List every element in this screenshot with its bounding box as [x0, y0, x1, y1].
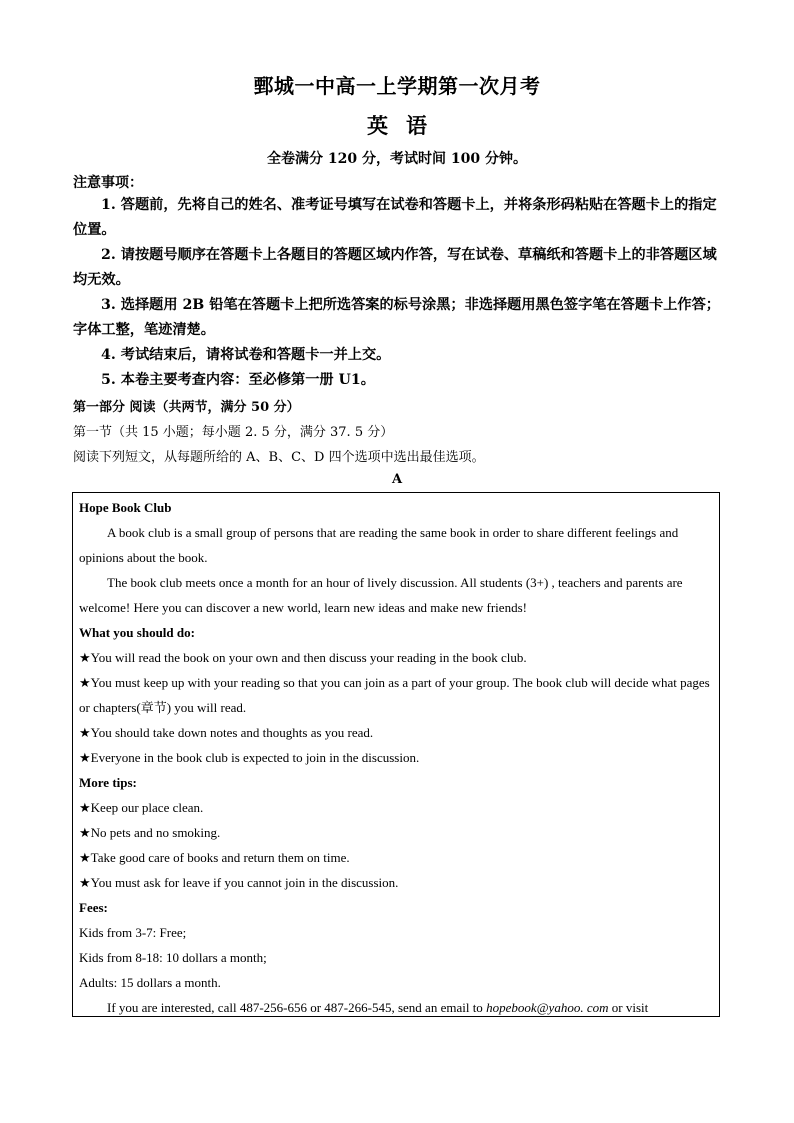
note-item: 5. 本卷主要考查内容：至必修第一册 U1。	[101, 372, 375, 388]
list-item: ★Everyone in the book club is expected to join in the discussion.	[79, 750, 420, 765]
list-item: ★You should take down notes and thoughts as you read.	[79, 725, 374, 740]
passage-title: Hope Book Club	[79, 500, 172, 515]
section-heading: 第一节（共 15 小题；每小题 2. 5 分，满分 37. 5 分）	[73, 425, 394, 440]
fees-heading: Fees:	[79, 900, 108, 915]
notes-heading: 注意事项：	[73, 175, 143, 191]
passage-paragraph: The book club meets once a month for an hour of lively discussion. All students (3+) , teachers and parents are welcome! Here you can discover a new world, learn new ideas and make new friends!	[79, 575, 683, 615]
notes-list	[73, 193, 721, 393]
passage-letter: A	[391, 472, 403, 487]
fee-item: Kids from 8-18: 10 dollars a month;	[79, 950, 267, 965]
note-item: 2. 请按题号顺序在答题卡上各题目的答题区域内作答，写在试卷、草稿纸和答题卡上的非答题区域均无效。	[73, 247, 717, 288]
passage-box	[72, 492, 720, 1017]
contact-email: hopebook@yahoo. com	[486, 1000, 609, 1015]
contact-text: If you are interested, call 487-256-656 or 487-266-545, send an email to	[107, 1000, 487, 1015]
exam-meta: 全卷满分 120 分，考试时间 100 分钟。	[267, 151, 527, 167]
note-item: 3. 选择题用 2B 铅笔在答题卡上把所选答案的标号涂黑；非选择题用黑色签字笔在答题卡上作答；字体工整，笔迹清楚。	[73, 297, 720, 338]
fee-item: Kids from 3-7: Free;	[79, 925, 187, 940]
list-item: ★You must keep up with your reading so that you can join as a part of your group. The book club will decide what pages or chapters(章节) you will read.	[79, 675, 710, 715]
list-item: ★You must ask for leave if you cannot join in the discussion.	[79, 875, 399, 890]
list-item: ★You will read the book on your own and then discuss your reading in the book club.	[79, 650, 527, 665]
section-instruction: 阅读下列短文，从每题所给的 A、B、C、D 四个选项中选出最佳选项。	[73, 450, 485, 465]
note-item: 1. 答题前，先将自己的姓名、准考证号填写在试卷和答题卡上，并将条形码粘贴在答题卡上的指定位置。	[73, 197, 717, 238]
contact-text-end: or visit	[608, 1000, 649, 1015]
part-heading: 第一部分 阅读（共两节，满分 50 分）	[73, 400, 300, 415]
note-item: 4. 考试结束后，请将试卷和答题卡一并上交。	[101, 347, 391, 363]
contact-paragraph	[79, 995, 713, 1017]
should-heading: What you should do:	[79, 625, 195, 640]
passage-paragraph: A book club is a small group of persons that are reading the same book in order to share different feelings and opinions about the book.	[79, 525, 679, 565]
exam-title: 鄄城一中高一上学期第一次月考	[253, 74, 541, 98]
list-item: ★No pets and no smoking.	[79, 825, 221, 840]
subject-title: 英语	[367, 113, 445, 138]
list-item: ★Keep our place clean.	[79, 800, 204, 815]
fee-item: Adults: 15 dollars a month.	[79, 975, 221, 990]
tips-heading: More tips:	[79, 775, 137, 790]
list-item: ★Take good care of books and return them on time.	[79, 850, 350, 865]
